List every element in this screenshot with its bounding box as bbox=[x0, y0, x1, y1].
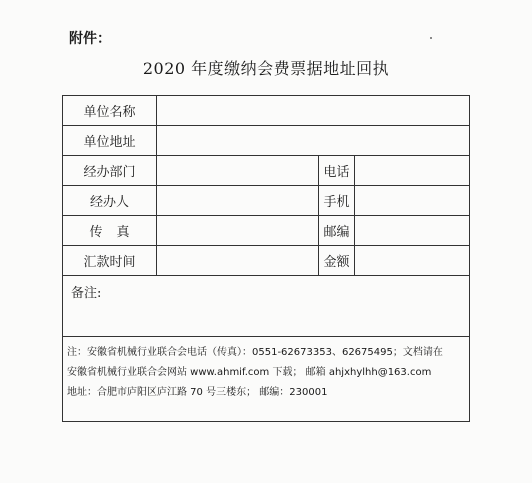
row-remit-time bbox=[63, 246, 470, 276]
unit-name-label: 单位名称 bbox=[63, 96, 157, 126]
row-unit-name bbox=[63, 96, 470, 126]
remit-time-label: 汇款时间 bbox=[63, 246, 157, 276]
unit-address-field[interactable] bbox=[157, 126, 470, 156]
amount-field[interactable] bbox=[355, 246, 470, 276]
handler-label: 经办人 bbox=[63, 186, 157, 216]
mobile-field[interactable] bbox=[355, 186, 470, 216]
row-fax bbox=[63, 216, 470, 246]
note-box bbox=[63, 337, 470, 422]
remit-time-field[interactable] bbox=[157, 246, 319, 276]
document-title: 2020 年度缴纳会费票据地址回执 bbox=[142, 59, 390, 78]
remarks-label: 备注: bbox=[71, 286, 102, 301]
row-unit-address bbox=[63, 126, 470, 156]
row-note bbox=[63, 337, 470, 422]
mobile-label: 手机 bbox=[319, 186, 355, 216]
handler-field[interactable] bbox=[157, 186, 319, 216]
note-line-address: 地址：合肥市庐阳区庐江路 70 号三楼东； 邮编：230001 bbox=[67, 387, 328, 398]
row-department bbox=[63, 156, 470, 186]
note-line-contact: 注：安徽省机械行业联合会电话（传真）：0551-62673353、62675495；文档请在 bbox=[67, 347, 443, 358]
attachment-label: 附件： bbox=[69, 31, 111, 47]
scan-speck bbox=[430, 37, 432, 39]
unit-address-label: 单位地址 bbox=[63, 126, 157, 156]
note-line-website-email: 安徽省机械行业联合会网站 www.ahmif.com 下载； 邮箱 ahjxhylhh@163.com bbox=[67, 367, 432, 378]
unit-name-field[interactable] bbox=[157, 96, 470, 126]
row-handler bbox=[63, 186, 470, 216]
department-label: 经办部门 bbox=[63, 156, 157, 186]
fax-field[interactable] bbox=[157, 216, 319, 246]
phone-field[interactable] bbox=[355, 156, 470, 186]
amount-label: 金额 bbox=[319, 246, 355, 276]
department-field[interactable] bbox=[157, 156, 319, 186]
postcode-label: 邮编 bbox=[319, 216, 355, 246]
remarks-field[interactable] bbox=[63, 276, 470, 337]
phone-label: 电话 bbox=[319, 156, 355, 186]
receipt-address-form bbox=[62, 95, 470, 422]
fax-label: 传真 bbox=[63, 216, 157, 246]
row-remarks bbox=[63, 276, 470, 337]
postcode-field[interactable] bbox=[355, 216, 470, 246]
